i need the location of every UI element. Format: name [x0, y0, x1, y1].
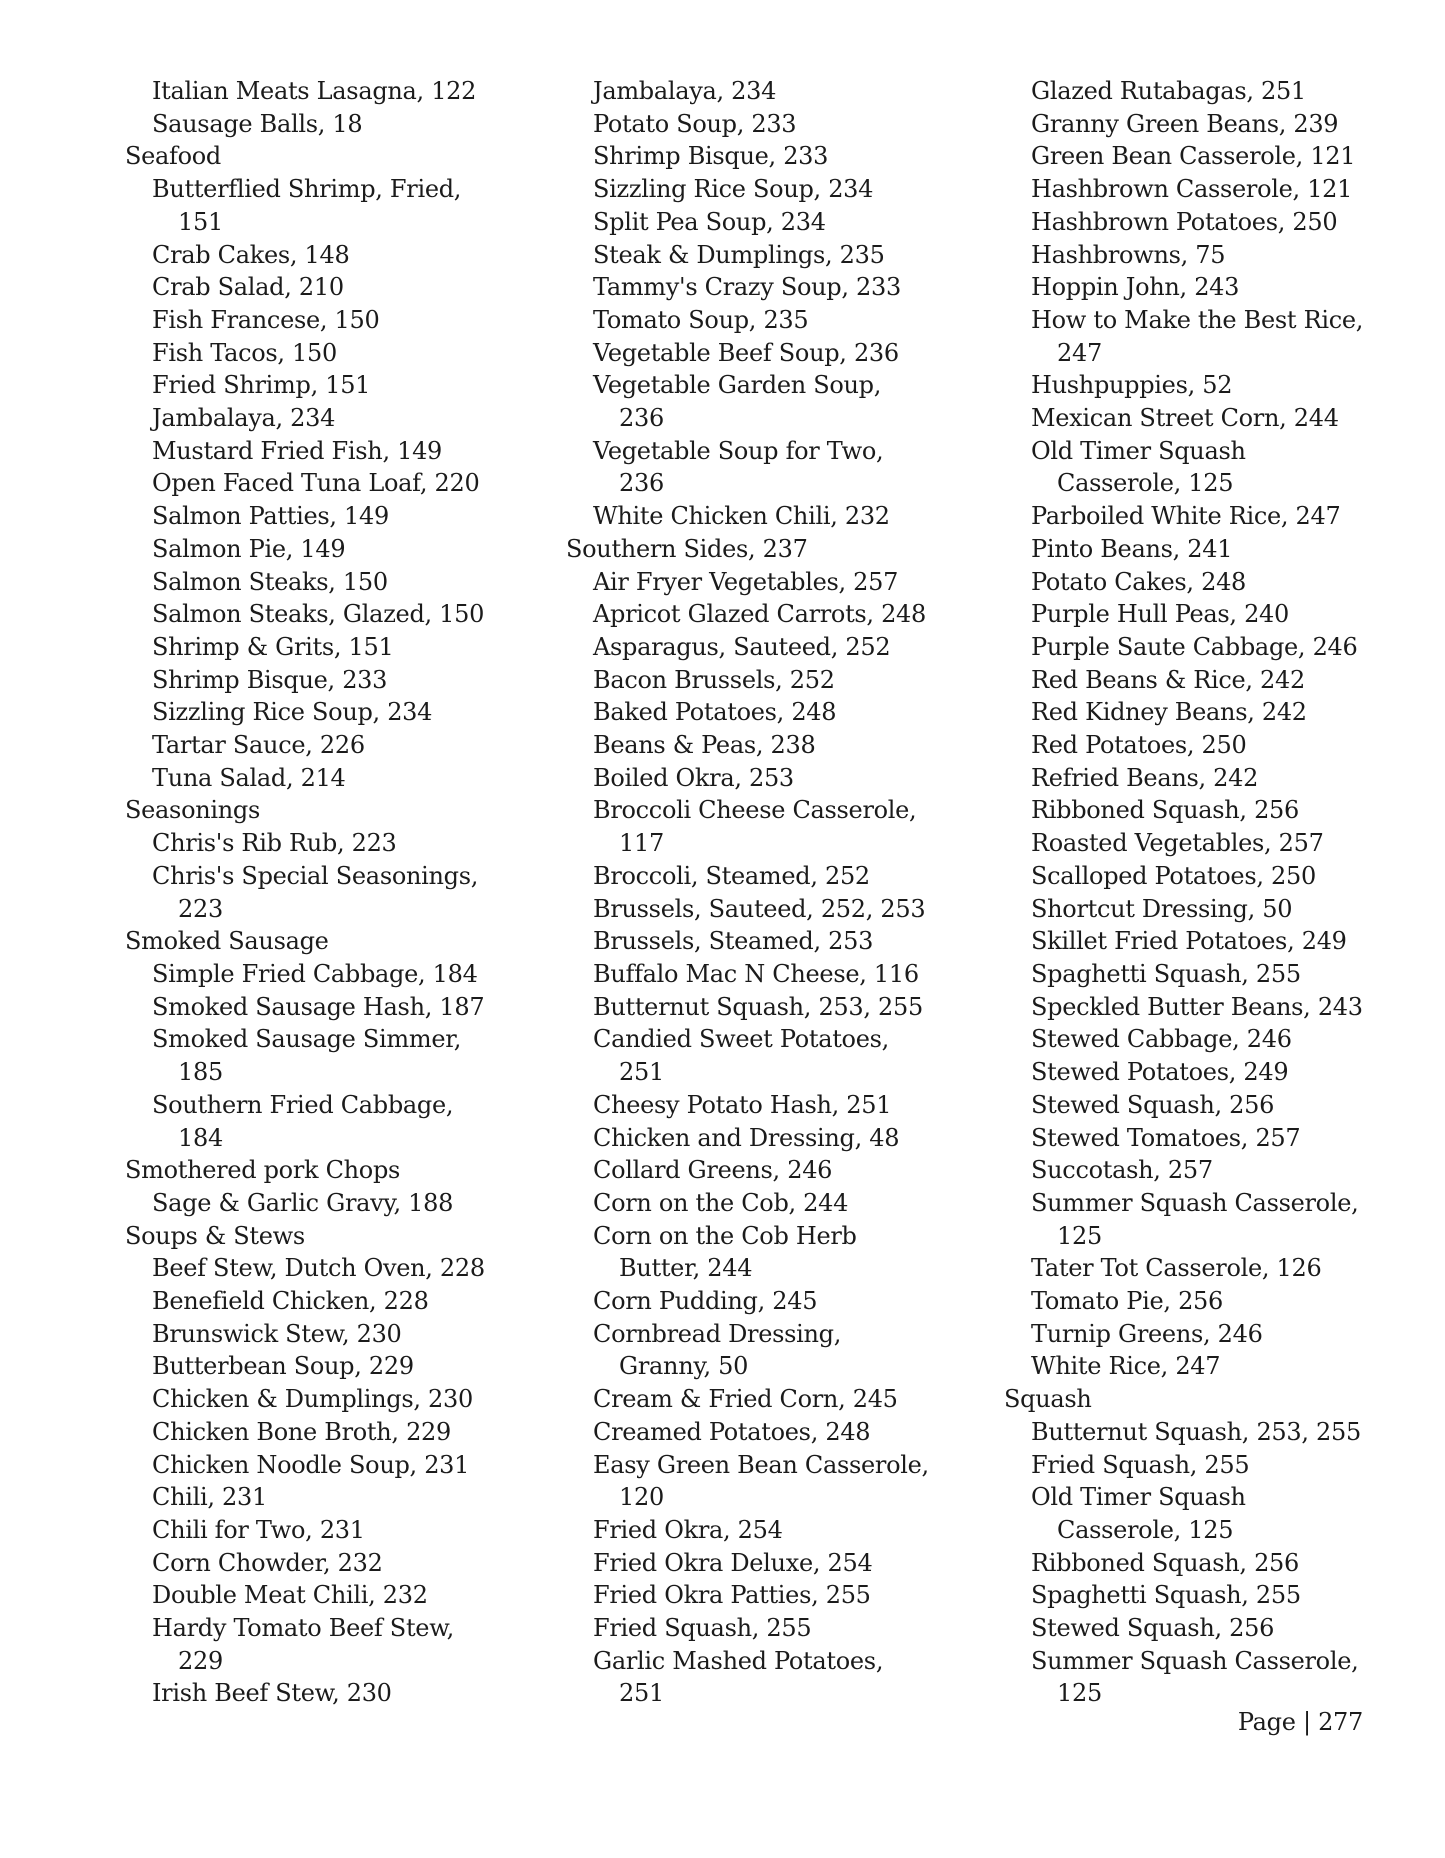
- index-entry: Vegetable Soup for Two,: [593, 436, 884, 465]
- index-entry: Potato Soup, 233: [593, 109, 797, 138]
- index-entry: Chicken Noodle Soup, 231: [152, 1450, 470, 1479]
- index-entry: Fried Okra Deluxe, 254: [593, 1548, 873, 1577]
- index-entry: Double Meat Chili, 232: [152, 1581, 428, 1610]
- index-entry: Hoppin John, 243: [1031, 273, 1240, 302]
- index-entry-continuation: 229: [178, 1646, 223, 1675]
- index-entry: Asparagus, Sauteed, 252: [593, 632, 891, 661]
- index-entry: Red Beans & Rice, 242: [1031, 665, 1305, 694]
- index-entry: Salmon Patties, 149: [152, 502, 389, 531]
- index-section-heading: Smothered pork Chops: [125, 1156, 401, 1185]
- index-entry: Broccoli Cheese Casserole,: [593, 796, 917, 825]
- index-entry: Sizzling Rice Soup, 234: [593, 175, 874, 204]
- index-entry-continuation: 125: [1057, 1679, 1102, 1708]
- index-entry: Bacon Brussels, 252: [593, 665, 835, 694]
- index-entry: Hardy Tomato Beef Stew,: [152, 1614, 454, 1643]
- index-entry: Corn Chowder, 232: [152, 1548, 383, 1577]
- index-entry: Ribboned Squash, 256: [1031, 1548, 1299, 1577]
- index-entry: Summer Squash Casserole,: [1031, 1188, 1359, 1217]
- index-entry: Fish Francese, 150: [152, 305, 380, 334]
- index-entry: Jambalaya, 234: [152, 404, 336, 433]
- index-entry: Red Potatoes, 250: [1031, 731, 1247, 760]
- index-entry: Hashbrown Casserole, 121: [1031, 175, 1353, 204]
- index-entry: Sage & Garlic Gravy, 188: [152, 1188, 454, 1217]
- index-entry: Baked Potatoes, 248: [593, 698, 837, 727]
- index-entry: Vegetable Beef Soup, 236: [593, 338, 899, 367]
- index-entry: Apricot Glazed Carrots, 248: [593, 600, 926, 629]
- index-entry: Tartar Sauce, 226: [152, 731, 365, 760]
- index-entry-continuation: 247: [1057, 338, 1102, 367]
- index-entry: Creamed Potatoes, 248: [593, 1417, 871, 1446]
- index-entry: Spaghetti Squash, 255: [1031, 959, 1301, 988]
- index-entry-continuation: 223: [178, 894, 223, 923]
- index-entry: Easy Green Bean Casserole,: [593, 1450, 929, 1479]
- index-entry: Chicken Bone Broth, 229: [152, 1417, 451, 1446]
- index-entry: Simple Fried Cabbage, 184: [152, 959, 478, 988]
- index-entry: Butternut Squash, 253, 255: [1031, 1417, 1361, 1446]
- index-entry: Spaghetti Squash, 255: [1031, 1581, 1301, 1610]
- index-entry-continuation: 151: [178, 207, 223, 236]
- index-entry-continuation: 236: [619, 469, 664, 498]
- index-entry: Glazed Rutabagas, 251: [1031, 77, 1306, 105]
- index-entry: White Chicken Chili, 232: [593, 502, 890, 531]
- index-entry: Chicken & Dumplings, 230: [152, 1385, 473, 1414]
- index-entry: Hushpuppies, 52: [1031, 371, 1233, 400]
- index-entry-continuation: Butter, 244: [619, 1254, 753, 1283]
- index-entry: Buffalo Mac N Cheese, 116: [593, 959, 919, 988]
- index-entry: Tomato Pie, 256: [1031, 1287, 1223, 1316]
- index-entry-continuation: 120: [619, 1483, 664, 1512]
- index-entry: Beans & Peas, 238: [593, 731, 816, 760]
- index-entry: Butternut Squash, 253, 255: [593, 992, 923, 1021]
- index-entry: Scalloped Potatoes, 250: [1031, 861, 1316, 890]
- index-entry-continuation: 251: [619, 1058, 664, 1087]
- index-entry: Chili for Two, 231: [152, 1515, 365, 1544]
- index-entry: White Rice, 247: [1031, 1352, 1221, 1381]
- index-entry: Stewed Potatoes, 249: [1031, 1058, 1289, 1087]
- index-entry: Shortcut Dressing, 50: [1031, 894, 1293, 923]
- index-entry: Old Timer Squash: [1031, 436, 1246, 465]
- index-entry: Old Timer Squash: [1031, 1483, 1246, 1512]
- index-entry: Fried Okra, 254: [593, 1515, 783, 1544]
- index-column: [125, 75, 485, 1710]
- index-entry: Skillet Fried Potatoes, 249: [1031, 927, 1347, 956]
- index-entry: Fried Squash, 255: [1031, 1450, 1250, 1479]
- index-column: [1004, 75, 1363, 1710]
- index-entry: Stewed Tomatoes, 257: [1031, 1123, 1301, 1152]
- index-section-heading: Southern Sides, 237: [566, 534, 808, 563]
- index-entry: Fried Okra Patties, 255: [593, 1581, 871, 1610]
- index-entry: Salmon Pie, 149: [152, 534, 346, 563]
- index-entry: Stewed Squash, 256: [1031, 1090, 1275, 1119]
- index-entry: Smoked Sausage Simmer,: [152, 1025, 462, 1054]
- index-entry: Crab Salad, 210: [152, 273, 344, 302]
- index-entry: Fried Shrimp, 151: [152, 371, 371, 400]
- index-entry: Chili, 231: [152, 1483, 267, 1512]
- index-entry: Candied Sweet Potatoes,: [593, 1025, 889, 1054]
- index-entry: Italian Meats Lasagna, 122: [152, 77, 477, 105]
- index-entry: Purple Hull Peas, 240: [1031, 600, 1289, 629]
- page-number-footer: Page | 277: [1237, 1708, 1363, 1736]
- index-entry: Tater Tot Casserole, 126: [1031, 1254, 1322, 1283]
- index-entry: Garlic Mashed Potatoes,: [593, 1646, 884, 1675]
- index-entry: Mustard Fried Fish, 149: [152, 436, 443, 465]
- index-section-heading: Soups & Stews: [125, 1221, 305, 1250]
- index-entry: Salmon Steaks, Glazed, 150: [152, 600, 485, 629]
- index-entry: Chris's Special Seasonings,: [152, 861, 479, 890]
- index-entry: Crab Cakes, 148: [152, 240, 350, 269]
- index-entry-continuation: 251: [619, 1679, 664, 1708]
- index-entry: Mexican Street Corn, 244: [1031, 404, 1339, 433]
- index-entry: Shrimp Bisque, 233: [593, 142, 829, 171]
- index-entry: Tammy's Crazy Soup, 233: [593, 273, 901, 302]
- index-entry: Potato Cakes, 248: [1031, 567, 1247, 596]
- index-entry: Brunswick Stew, 230: [152, 1319, 402, 1348]
- index-entry-continuation: Granny, 50: [619, 1352, 749, 1381]
- index-entry: Stewed Squash, 256: [1031, 1614, 1275, 1643]
- index-entry: Corn Pudding, 245: [593, 1287, 818, 1316]
- index-entry: Corn on the Cob Herb: [593, 1221, 857, 1250]
- index-entry: Benefield Chicken, 228: [152, 1287, 429, 1316]
- index-entry: Smoked Sausage Hash, 187: [152, 992, 485, 1021]
- index-entry: Fish Tacos, 150: [152, 338, 337, 367]
- index-entry: Steak & Dumplings, 235: [593, 240, 885, 269]
- index-entry: Irish Beef Stew, 230: [152, 1679, 392, 1708]
- index-entry: Corn on the Cob, 244: [593, 1188, 849, 1217]
- index-entry: Tomato Soup, 235: [593, 305, 809, 334]
- index-entry: Sizzling Rice Soup, 234: [152, 698, 433, 727]
- index-column: [566, 75, 929, 1710]
- index-entry: Roasted Vegetables, 257: [1031, 829, 1324, 858]
- index-entry: Tuna Salad, 214: [152, 763, 346, 792]
- index-entry: Chris's Rib Rub, 223: [152, 829, 397, 858]
- index-entry: Southern Fried Cabbage,: [152, 1090, 454, 1119]
- index-entry: Ribboned Squash, 256: [1031, 796, 1299, 825]
- index-section-heading: Seasonings: [125, 796, 260, 825]
- index-entry-continuation: 185: [178, 1058, 223, 1087]
- index-entry: Red Kidney Beans, 242: [1031, 698, 1307, 727]
- index-entry: Air Fryer Vegetables, 257: [593, 567, 899, 596]
- index-entry-continuation: 236: [619, 404, 664, 433]
- index-entry-continuation: 125: [1057, 1221, 1102, 1250]
- index-entry: Granny Green Beans, 239: [1031, 109, 1339, 138]
- index-entry-continuation: 117: [619, 829, 664, 858]
- index-entry: Purple Saute Cabbage, 246: [1031, 632, 1358, 661]
- index-entry: Hashbrown Potatoes, 250: [1031, 207, 1338, 236]
- index-entry: Beef Stew, Dutch Oven, 228: [152, 1254, 485, 1283]
- index-entry: Sausage Balls, 18: [152, 109, 363, 138]
- index-section-heading: Smoked Sausage: [125, 927, 329, 956]
- index-entry: Refried Beans, 242: [1031, 763, 1259, 792]
- index-entry: Shrimp & Grits, 151: [152, 632, 394, 661]
- index-entry: Hashbrowns, 75: [1031, 240, 1226, 269]
- index-entry: Salmon Steaks, 150: [152, 567, 388, 596]
- index-entry: Collard Greens, 246: [593, 1156, 833, 1185]
- index-entry-continuation: Casserole, 125: [1057, 469, 1234, 498]
- index-entry: Speckled Butter Beans, 243: [1031, 992, 1363, 1021]
- index-entry: Stewed Cabbage, 246: [1031, 1025, 1292, 1054]
- index-entry: Brussels, Sauteed, 252, 253: [593, 894, 926, 923]
- index-entry: Cheesy Potato Hash, 251: [593, 1090, 892, 1119]
- index-entry: Cream & Fried Corn, 245: [593, 1385, 898, 1414]
- index-entry: Summer Squash Casserole,: [1031, 1646, 1359, 1675]
- index-entry: Succotash, 257: [1031, 1156, 1213, 1185]
- index-entry: Butterflied Shrimp, Fried,: [152, 175, 462, 204]
- index-entry: Turnip Greens, 246: [1031, 1319, 1263, 1348]
- index-entry: Brussels, Steamed, 253: [593, 927, 874, 956]
- index-entry: Butterbean Soup, 229: [152, 1352, 414, 1381]
- index-entry: Boiled Okra, 253: [593, 763, 794, 792]
- index-entry: Jambalaya, 234: [593, 77, 777, 105]
- index-entry: Fried Squash, 255: [593, 1614, 812, 1643]
- index-entry: How to Make the Best Rice,: [1031, 305, 1364, 334]
- index-entry: Cornbread Dressing,: [593, 1319, 842, 1348]
- index-section-heading: Seafood: [125, 142, 221, 171]
- index-entry: Broccoli, Steamed, 252: [593, 861, 870, 890]
- index-entry-continuation: Casserole, 125: [1057, 1515, 1234, 1544]
- index-entry-continuation: 184: [178, 1123, 223, 1152]
- index-entry: Parboiled White Rice, 247: [1031, 502, 1341, 531]
- index-entry: Shrimp Bisque, 233: [152, 665, 388, 694]
- index-section-heading: Squash: [1004, 1385, 1092, 1414]
- index-entry: Green Bean Casserole, 121: [1031, 142, 1356, 171]
- index-entry: Open Faced Tuna Loaf, 220: [152, 469, 480, 498]
- index-entry: Pinto Beans, 241: [1031, 534, 1233, 563]
- index-entry: Chicken and Dressing, 48: [593, 1123, 900, 1152]
- index-entry: Split Pea Soup, 234: [593, 207, 826, 236]
- index-entry: Vegetable Garden Soup,: [593, 371, 882, 400]
